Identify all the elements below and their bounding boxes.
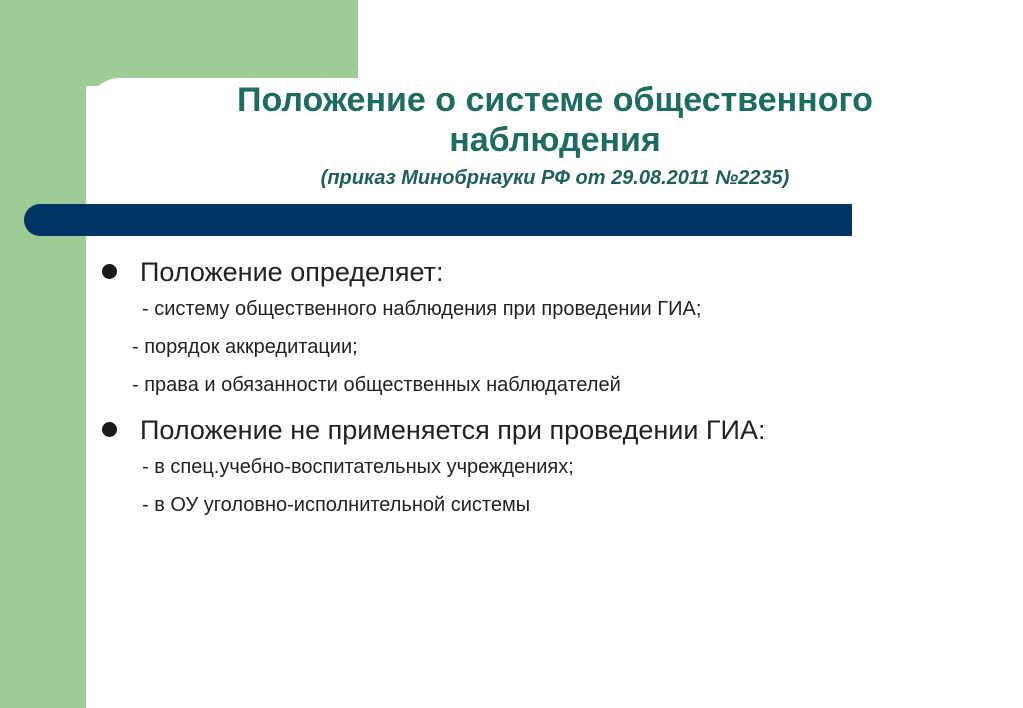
bullet-item-not-applied	[100, 412, 1000, 448]
green-left-band	[0, 0, 86, 708]
slide-subtitle: (приказ Минобрнауки РФ от 29.08.2011 №2235)	[320, 167, 790, 189]
sub-item: - права и обязанности общественных наблюдателей	[132, 374, 621, 396]
bullet-dot-icon	[102, 264, 117, 279]
slide-title-line-1: Положение о системе общественного	[237, 81, 873, 119]
sub-item: - в спец.учебно-воспитательных учреждениях;	[142, 456, 574, 478]
bullet-item-defines	[100, 254, 1000, 290]
sub-item: - порядок аккредитации;	[132, 336, 358, 358]
slide-title-line-2: наблюдения	[449, 121, 661, 159]
slide-title-block	[100, 80, 1010, 192]
bullet-text: Положение определяет:	[140, 257, 444, 287]
green-top-band	[0, 0, 358, 86]
bullet-text: Положение не применяется при проведении ГИА:	[140, 415, 766, 445]
slide-content	[100, 254, 1000, 524]
bullet-dot-icon	[102, 422, 117, 437]
title-divider-bar	[24, 204, 852, 236]
sub-item: - систему общественного наблюдения при проведении ГИА;	[142, 298, 702, 320]
sub-item: - в ОУ уголовно-исполнительной системы	[142, 494, 531, 516]
